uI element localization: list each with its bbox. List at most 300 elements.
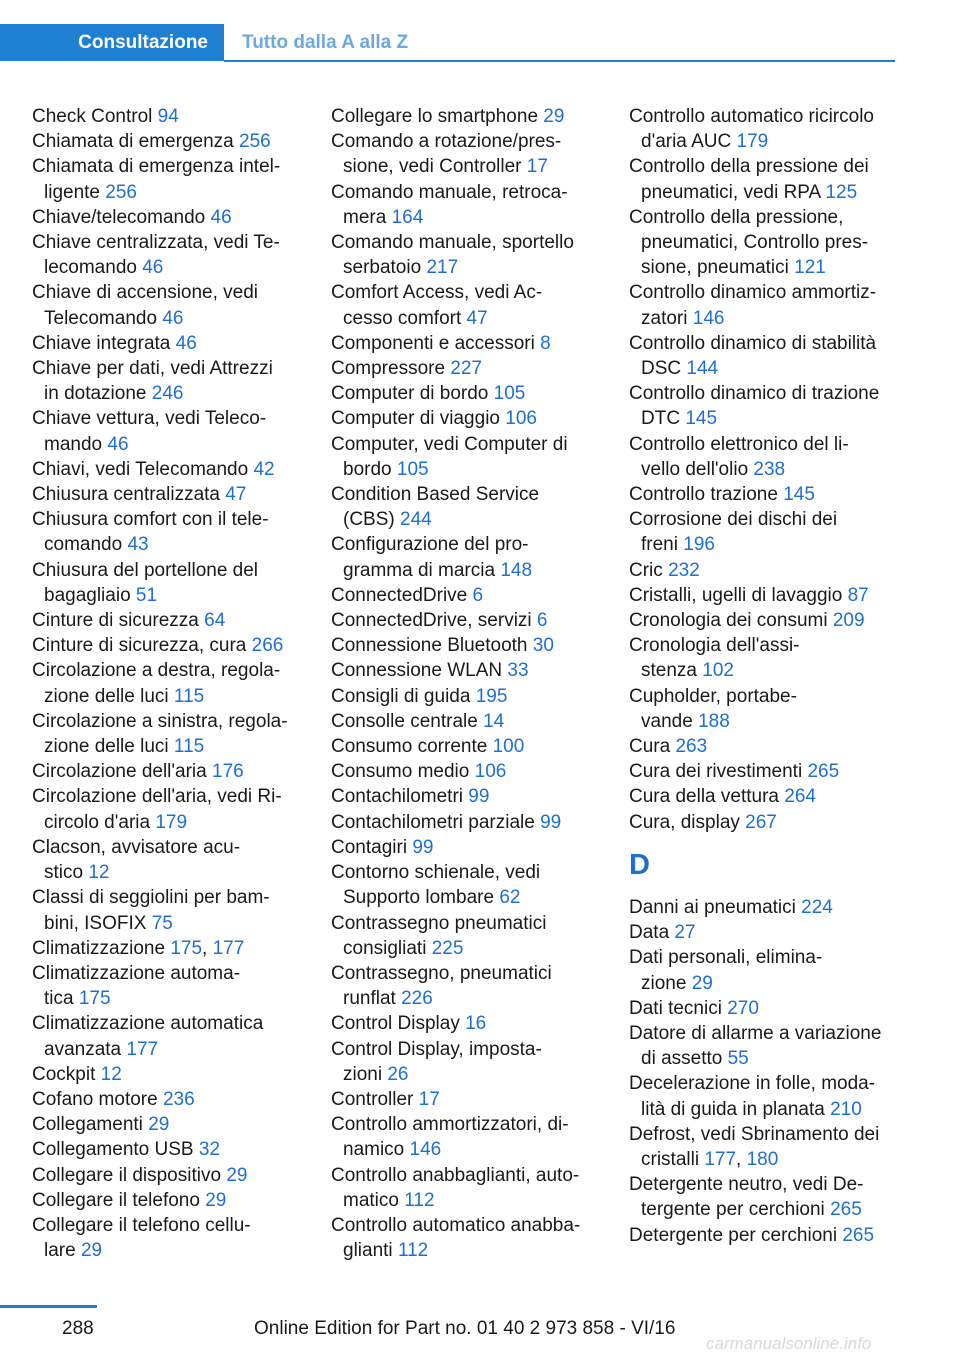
page-link[interactable]: 225 [431,937,464,959]
index-term: lare [44,1240,76,1262]
index-entry: Defrost, vedi Sbrinamento dei cristalli 177, 180 [629,1123,880,1170]
index-entry [331,1213,601,1263]
page-link[interactable]: 256 [105,181,137,203]
index-term: Collegare il telefono [32,1189,200,1211]
index-term: Circolazione dell'aria, vedi Ri- [32,786,282,808]
page-link[interactable]: 75 [151,912,173,934]
index-term: circolo d'aria [44,811,151,833]
page-link[interactable]: 29 [226,1164,248,1186]
index-entry [331,784,601,809]
index-entry [629,945,899,995]
index-term: Cronologia dell'assi- [629,635,800,657]
index-entry [331,406,601,431]
page-link[interactable]: 106 [505,408,537,430]
index-entry [32,759,302,784]
index-term: Computer, vedi Computer di [331,433,568,455]
index-term: sione, vedi Controller [343,156,522,178]
page-link[interactable]: 16 [465,1013,487,1035]
index-entry [629,920,899,945]
page-link[interactable]: 145 [685,408,718,430]
index-term: comando [44,534,123,556]
index-term: ConnectedDrive [331,584,468,606]
page-link[interactable]: 145 [783,484,815,506]
index-term: Control Display, imposta- [331,1038,542,1060]
index-entry [32,482,302,507]
index-term: zione [641,972,687,994]
page-link[interactable]: 6 [472,584,484,606]
index-entry [629,558,899,583]
index-term: Climatizzazione [32,937,166,959]
page-link[interactable]: 12 [100,1063,122,1085]
page-link[interactable]: 112 [397,1240,429,1262]
index-entry [32,784,302,834]
index-term: pneumatici, Controllo pres- [641,232,869,254]
index-entry [32,129,302,154]
index-entry [629,1071,899,1121]
page-link[interactable]: 195 [475,685,508,707]
index-term: Configurazione del pro- [331,534,529,556]
index-term: Controllo anabbaglianti, auto- [331,1164,580,1186]
page-link[interactable]: 51 [135,584,158,606]
index-term: matico [343,1189,399,1211]
index-entry [629,583,899,608]
index-term: Datore di allarme a variazione [629,1022,882,1044]
page-link[interactable]: 115 [173,736,205,758]
index-term: Comando manuale, retroca- [331,181,568,203]
index-entry [331,230,601,280]
index-term: Chiusura comfort con il tele- [32,509,269,531]
page-link[interactable]: 55 [727,1048,749,1070]
page-link[interactable]: 144 [686,358,719,380]
page-link[interactable]: 148 [500,559,533,581]
index-term: mando [44,433,103,455]
index-entry [629,810,899,835]
index-term: Cofano motore [32,1088,158,1110]
page-link[interactable]: 226 [401,988,433,1010]
index-term: Controllo della pressione dei [629,156,869,178]
page-link[interactable]: 47 [466,307,488,329]
page-link[interactable]: 17 [418,1088,440,1110]
index-term: Chiave per dati, vedi Attrezzi [32,358,273,380]
index-term: Cura della vettura [629,786,779,808]
page-link[interactable]: 29 [691,972,713,994]
index-term: Cockpit [32,1063,96,1085]
index-term: Chiusura centralizzata [32,484,220,506]
page-link[interactable]: 266 [251,635,284,657]
index-term: Dati personali, elimina- [629,947,823,969]
index-term: Computer di viaggio [331,408,500,430]
index-entry [629,507,899,557]
section-tab-a-z[interactable] [242,24,408,61]
index-term: Circolazione a sinistra, regola- [32,710,288,732]
index-term: Clacson, avvisatore acu- [32,836,241,858]
index-entry [331,911,601,961]
index-term: zioni [343,1063,383,1085]
index-entry [629,633,899,683]
index-entry [629,734,899,759]
index-term: Cristalli, ugelli di lavaggio [629,584,843,606]
index-entry [32,658,302,708]
index-entry [32,356,302,406]
index-entry [629,482,899,507]
index-term: Defrost, vedi Sbrinamento dei [629,1123,880,1145]
page-link[interactable]: 62 [499,887,521,909]
index-term: Chiamata di emergenza [32,131,234,153]
index-term: (CBS) [343,509,395,531]
index-term: Controllo dinamico di stabilità [629,332,877,354]
page-link[interactable]: 99 [412,836,434,858]
index-term: Detergente neutro, vedi De- [629,1174,864,1196]
page-link[interactable]: 29 [543,106,565,127]
index-entry [331,381,601,406]
index-entry [32,104,302,129]
index-term: Danni ai pneumatici [629,896,796,918]
page-link[interactable]: 263 [675,736,708,758]
index-term: cristalli [641,1148,700,1170]
page-link[interactable]: 46 [175,332,197,354]
index-term: Chiave centralizzata, vedi Te- [32,232,280,254]
index-term: vello dell'olio [641,458,749,480]
page-link[interactable]: 224 [801,896,833,918]
index-entry [629,205,899,281]
page-link[interactable]: 105 [396,458,429,480]
page-link[interactable]: 47 [225,484,247,506]
index-term: stenza [641,660,697,682]
index-entry [32,1188,302,1213]
index-term: Contagiri [331,836,408,858]
index-term: runflat [343,988,396,1010]
index-term: Collegamenti [32,1114,143,1136]
index-entry [331,1087,601,1112]
page-link[interactable]: 210 [830,1098,862,1120]
index-term: bordo [343,458,392,480]
index-term: zatori [641,307,688,329]
index-entry [629,1172,899,1222]
index-entry [331,482,601,532]
index-entry [331,432,601,482]
index-letter-heading: D [629,848,650,881]
index-term: Chiamata di emergenza intel- [32,156,281,178]
index-entry [32,507,302,557]
index-term: Consumo medio [331,761,470,783]
page-link[interactable]: 17 [526,156,548,178]
page-link[interactable]: 26 [387,1063,409,1085]
page-link[interactable]: 227 [450,358,483,380]
page-link[interactable]: 177 [704,1148,737,1170]
page-link[interactable]: 106 [474,761,507,783]
page-link[interactable]: 265 [842,1224,875,1246]
index-term: Collegare lo smartphone [331,106,539,127]
index-entry [629,996,899,1021]
index-entry [629,154,899,204]
page-link[interactable]: 270 [727,997,759,1019]
index-entry [331,608,601,633]
index-term: Controller [331,1088,414,1110]
index-term: Cura [629,736,671,758]
index-term: stico [44,862,84,884]
page-link[interactable]: 14 [483,710,505,732]
page-link[interactable]: 100 [492,736,525,758]
index-term: Circolazione a destra, regola- [32,660,281,682]
index-term: Cupholder, portabe- [629,685,797,707]
index-term: Supporto lombare [343,887,495,909]
page-link[interactable]: 264 [784,786,816,808]
index-term: Contrassegno pneumatici [331,912,547,934]
page-link[interactable]: 33 [507,660,529,682]
index-entry [331,759,601,784]
page-link[interactable]: 30 [532,635,554,657]
index-term: Componenti e accessori [331,332,535,354]
index-term: Controllo automatico anabba- [331,1214,581,1236]
index-term: Consolle centrale [331,710,478,732]
page-link[interactable]: 177 [212,937,245,959]
index-entry [331,658,601,683]
page-link[interactable]: 267 [745,811,777,833]
index-term: Controllo automatico ricircolo [629,106,874,127]
index-entry [331,1011,601,1036]
page-number: 288 [62,1318,94,1339]
index-entry [629,432,899,482]
index-term: tica [44,988,74,1010]
page-link[interactable]: 256 [239,131,271,153]
index-entry [331,835,601,860]
index-entry [32,1163,302,1188]
index-term: Collegare il telefono cellu- [32,1214,251,1236]
page-link[interactable]: 94 [157,106,179,127]
page-link[interactable]: 265 [830,1199,862,1221]
page-link[interactable]: 105 [493,383,526,405]
page-link[interactable]: 6 [536,610,548,632]
index-term: Corrosione dei dischi dei [629,509,838,531]
index-term: Controllo trazione [629,484,778,506]
page-link[interactable]: 238 [753,458,786,480]
page-link[interactable]: 46 [142,257,164,279]
index-term: di assetto [641,1048,723,1070]
index-term: lità di guida in planata [641,1098,825,1120]
index-term: ligente [44,181,100,203]
index-entry [331,1112,601,1162]
section-tab-consultazione[interactable] [0,24,224,61]
page-link[interactable]: 180 [746,1148,779,1170]
index-entry [32,205,302,230]
index-column-2 [331,104,601,1263]
page-link[interactable]: 64 [204,610,226,632]
page-link[interactable]: 46 [210,206,232,228]
index-entry [32,709,302,759]
page-link[interactable]: 42 [253,458,275,480]
section-tab-label: Consultazione [78,31,208,53]
index-term: Controllo dinamico di trazione [629,383,880,405]
index-term: Chiave integrata [32,332,171,354]
index-entry [331,104,601,129]
index-term: Cura dei rivestimenti [629,761,803,783]
index-entry [32,1213,302,1263]
index-term: Telecomando [44,307,158,329]
page-link[interactable]: 175 [170,937,203,959]
index-term: Cinture di sicurezza [32,610,199,632]
index-term: Controllo dinamico ammortiz- [629,282,877,304]
page-link[interactable]: 146 [692,307,725,329]
index-entry [331,1037,601,1087]
index-term: Chiave/telecomando [32,206,206,228]
index-term: Condition Based Service [331,484,540,506]
index-term: consigliati [343,937,427,959]
index-term: avanzata [44,1038,122,1060]
index-term: Chiusura del portellone del [32,559,259,581]
index-term: Chiave vettura, vedi Teleco- [32,408,267,430]
index-entry [629,280,899,330]
index-term: zione delle luci [44,736,169,758]
index-term: Comando manuale, sportello [331,232,574,254]
page-link[interactable]: 246 [151,383,184,405]
index-term: Compressore [331,358,446,380]
index-entry [32,885,302,935]
index-term: Dati tecnici [629,997,722,1019]
index-entry [32,154,302,204]
index-column-3 [629,104,899,1248]
index-term: bagagliaio [44,584,131,606]
index-term: Control Display [331,1013,460,1035]
page-link[interactable]: 29 [205,1189,227,1211]
page-link[interactable]: 46 [107,433,129,455]
section-tab-label: Tutto dalla A alla Z [242,31,409,53]
page-link[interactable]: 209 [832,610,865,632]
index-entry [331,1163,601,1213]
index-entry [629,331,899,381]
index-entry [32,280,302,330]
page-link[interactable]: 29 [148,1114,170,1136]
index-entry [629,608,899,633]
page-link[interactable]: 232 [668,559,700,581]
index-term: Contorno schienale, vedi [331,862,541,884]
index-entry [331,331,601,356]
page-link[interactable]: 177 [126,1038,159,1060]
index-term: Consigli di guida [331,685,471,707]
page-link[interactable]: 121 [794,257,826,279]
page-link[interactable]: 244 [400,509,432,531]
page-link[interactable]: 125 [825,181,858,203]
index-term: Contrassegno, pneumatici [331,962,552,984]
index-term: Chiave di accensione, vedi [32,282,259,304]
index-term: DSC [641,358,682,380]
index-term: Computer di bordo [331,383,489,405]
page-header [0,0,960,62]
index-term: Climatizzazione automa- [32,962,241,984]
index-entry [32,633,302,658]
page-link[interactable]: 179 [736,131,769,153]
index-entry [32,1062,302,1087]
page-link[interactable]: 115 [173,685,205,707]
page-link[interactable]: 29 [80,1240,103,1262]
index-term: Detergente per cerchioni [629,1224,838,1246]
header-rule [224,60,895,62]
index-term: namico [343,1139,405,1161]
page-link[interactable]: 179 [155,811,188,833]
index-entry [32,1112,302,1137]
index-term: cesso comfort [343,307,462,329]
index-entry [331,180,601,230]
page-link[interactable]: 102 [702,660,734,682]
index-term: tergente per cerchioni [641,1199,825,1221]
index-term: glianti [343,1240,393,1262]
index-term: DTC [641,408,681,430]
index-term: Contachilometri parziale [331,811,535,833]
index-term: freni [641,534,678,556]
page-link[interactable]: 164 [391,206,424,228]
index-entry [629,1021,899,1071]
index-term: d'aria AUC [641,131,732,153]
index-entry [32,230,302,280]
page-link[interactable]: 188 [698,710,730,732]
index-entry [331,709,601,734]
index-term: mera [343,206,387,228]
index-entry [331,532,601,582]
index-entry [331,810,601,835]
index-term: Comando a rotazione/pres- [331,131,562,153]
index-term: Classi di seggiolini per bam- [32,887,270,909]
index-term: Check Control [32,106,153,127]
index-term: Controllo ammortizzatori, di- [331,1114,569,1136]
page-link[interactable]: 236 [162,1088,195,1110]
page-link[interactable]: 176 [212,761,244,783]
index-entry [32,1087,302,1112]
page-link[interactable]: 8 [540,332,551,354]
index-term: Connessione Bluetooth [331,635,528,657]
page-link[interactable]: 175 [78,988,111,1010]
page-link[interactable]: 43 [127,534,149,556]
page-link[interactable]: 27 [674,922,696,944]
index-term: Controllo della pressione, [629,206,844,228]
index-term: Collegare il dispositivo [32,1164,222,1186]
index-entry [331,734,601,759]
index-entry [32,961,302,1011]
index-term: gramma di marcia [343,559,496,581]
page-link[interactable]: 217 [426,257,459,279]
index-entry [32,608,302,633]
page-link[interactable]: 87 [847,584,869,606]
index-term: serbatoio [343,257,422,279]
index-term: Comfort Access, vedi Ac- [331,282,543,304]
watermark: carmanualsonline.info [706,1334,872,1353]
index-term: Controllo elettronico del li- [629,433,849,455]
index-term: vande [641,710,693,732]
index-entry [331,356,601,381]
page-link[interactable]: 32 [198,1139,221,1161]
page-link[interactable]: 196 [683,534,715,556]
index-entry [331,583,601,608]
page-link[interactable]: 99 [540,811,562,833]
page-link[interactable]: 46 [162,307,184,329]
page-link[interactable]: 146 [409,1139,442,1161]
index-term: Climatizzazione automatica [32,1013,264,1035]
index-term: Cronologia dei consumi [629,610,828,632]
index-term: Cric [629,559,663,581]
index-entry [629,1223,899,1248]
page-link[interactable]: 112 [404,1189,435,1211]
index-term: Collegamento USB [32,1139,194,1161]
index-entry [331,129,601,179]
index-entry [32,835,302,885]
index-entry [331,633,601,658]
index-term: Connessione WLAN [331,660,503,682]
page-link[interactable]: 12 [88,862,110,884]
page-link[interactable]: 265 [807,761,840,783]
index-entry [32,558,302,608]
page-link[interactable]: 99 [468,786,490,808]
index-entry [32,406,302,456]
index-term: Cinture di sicurezza, cura [32,635,247,657]
index-entry: Climatizzazione 175, 177 [32,937,245,959]
